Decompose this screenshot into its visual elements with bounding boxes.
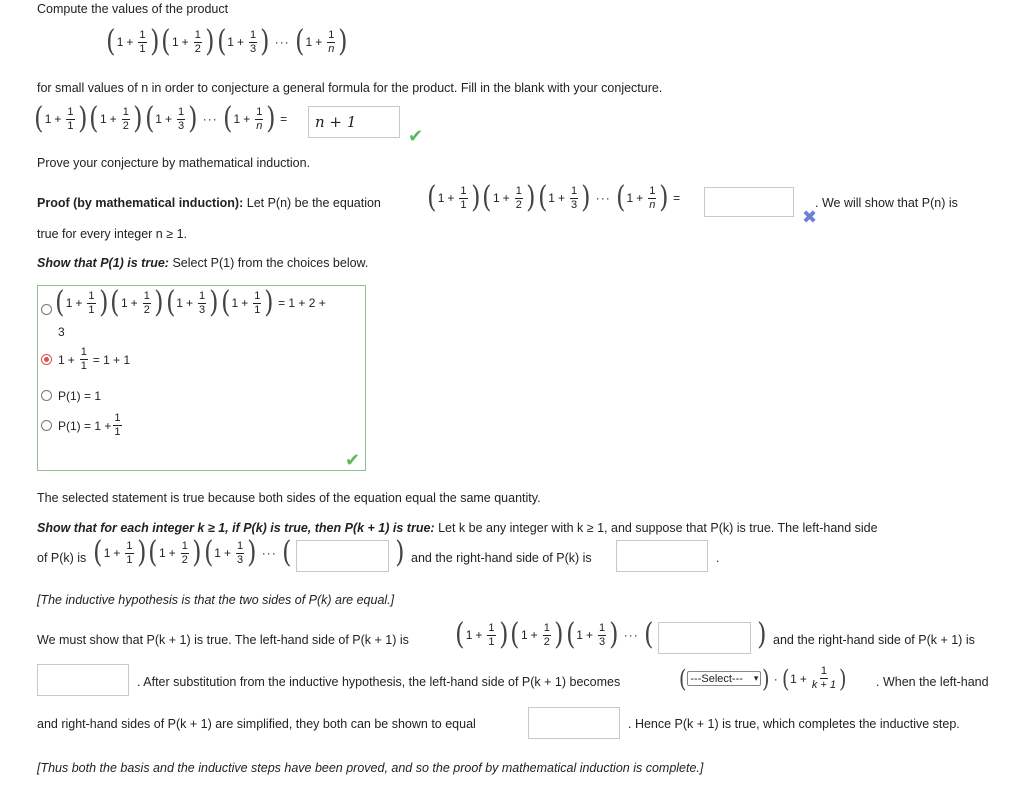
option-c-radio[interactable] — [41, 390, 52, 401]
period-text: . — [716, 551, 720, 565]
option-b-radio[interactable] — [41, 354, 52, 365]
p-n-rhs-input[interactable] — [704, 187, 794, 217]
basis-check-icon: ✔ — [345, 450, 361, 470]
option-b-text: 1 + $\frac{1}{1}$ = 1 + 1 — [58, 346, 131, 372]
pk1-lhs-product: ( 1 + $\frac{1}{1}$ ) ( 1 + $\frac{1}{2}$ ) ( 1 + $\frac{1}{3}$ ) ··· ( — [455, 617, 654, 652]
prove-text: Prove your conjecture by mathematical induction. — [37, 156, 311, 170]
option-a-tail: 3 — [58, 325, 65, 339]
pk1-last-factor-input[interactable] — [658, 622, 751, 654]
pk-close-paren: ) — [395, 535, 405, 570]
pk1-rhs-input[interactable] — [37, 664, 129, 696]
show-text: . We will show that P(n) is — [815, 196, 958, 210]
conjecture-product: ( 1 + $\frac{1}{1}$ ) ( 1 + $\frac{1}{2}$ ) ( 1 + $\frac{1}{3}$ ) ··· ( 1 + $\frac{1}{n}$ ) = — [34, 101, 288, 136]
when-lhs-text: . When the left-hand — [876, 675, 989, 689]
conclusion-text: [Thus both the basis and the inductive steps have been proved, and so the proof by mathematical induction is complete.] — [37, 761, 704, 775]
and-rhs-text: and right-hand sides of P(k + 1) are simplified, they both can be shown to equal — [37, 717, 476, 731]
option-d-text: P(1) = 1 + $\frac{1}{1}$ — [58, 412, 121, 438]
rhs-pk-text: and the right-hand side of P(k) is — [411, 551, 592, 565]
proof-product: ( 1 + $\frac{1}{1}$ ) ( 1 + $\frac{1}{2}$ ) ( 1 + $\frac{1}{3}$ ) ··· ( 1 + $\frac{1}{n}$ ) = — [427, 180, 681, 215]
option-d-radio[interactable] — [41, 420, 52, 431]
substitution-select[interactable]: ---Select--- ▾ — [687, 671, 761, 686]
selected-statement-text: The selected statement is true because both sides of the equation equal the same quantity. — [37, 491, 541, 505]
of-pk-text: of P(k) is — [37, 551, 87, 565]
chevron-down-icon: ▾ — [753, 673, 759, 683]
proof-lead: Proof (by mathematical induction): Let P(n) be the equation — [37, 196, 381, 210]
must-show-text: We must show that P(k + 1) is true. The left-hand side of P(k + 1) is — [37, 633, 409, 647]
conjecture-input[interactable]: n + 1 — [308, 106, 400, 138]
option-c-text: P(1) = 1 — [58, 389, 102, 403]
pk1-close-paren: ) — [757, 617, 767, 652]
correct-check-icon: ✔ — [408, 126, 424, 146]
pk-lhs-product: ( 1 + $\frac{1}{1}$ ) ( 1 + $\frac{1}{2}$ ) ( 1 + $\frac{1}{3}$ ) ··· ( — [93, 535, 292, 570]
hence-text: . Hence P(k + 1) is true, which completes the inductive step. — [628, 717, 960, 731]
hypothesis-text: [The inductive hypothesis is that the two sides of P(k) are equal.] — [37, 593, 395, 607]
rhs-pk1-text: and the right-hand side of P(k + 1) is — [773, 633, 975, 647]
after-sub-text: . After substitution from the inductive hypothesis, the left-hand side of P(k + 1) becomes — [137, 675, 621, 689]
pk-rhs-input[interactable] — [616, 540, 708, 572]
compute-text: Compute the values of the product — [37, 2, 229, 16]
product-display: ( 1 + $\frac{1}{1}$ ) ( 1 + $\frac{1}{2}$ ) ( 1 + $\frac{1}{3}$ ) ··· ( 1 + $\frac{1}{n}$ ) — [106, 24, 348, 59]
pk-last-factor-input[interactable] — [296, 540, 389, 572]
option-a-text: ( 1 + $\frac{1}{1}$ ) ( 1 + $\frac{1}{2}$ ) ( 1 + $\frac{1}{3}$ ) ( 1 + $\frac{1}{1}$ ) = 1 + 2 + — [55, 285, 326, 320]
final-value-input[interactable] — [528, 707, 620, 739]
true-every-text: true for every integer n ≥ 1. — [37, 227, 187, 241]
incorrect-cross-icon: ✖ — [802, 207, 818, 227]
inductive-heading: Show that for each integer k ≥ 1, if P(k) is true, then P(k + 1) is true: Let k be any integer with k ≥ 1, and suppose that P(k) is true. The left-hand side — [37, 521, 878, 535]
small-values-text: for small values of n in order to conjecture a general formula for the product. Fill in the blank with your conjecture. — [37, 81, 663, 95]
basis-line: Show that P(1) is true: Select P(1) from the choices below. — [37, 256, 369, 270]
option-a-radio[interactable] — [41, 304, 52, 315]
substitution-expression: ( ---Select--- ▾ ) · ( 1 + $\frac{1}{k + 1}$ ) — [678, 664, 847, 693]
